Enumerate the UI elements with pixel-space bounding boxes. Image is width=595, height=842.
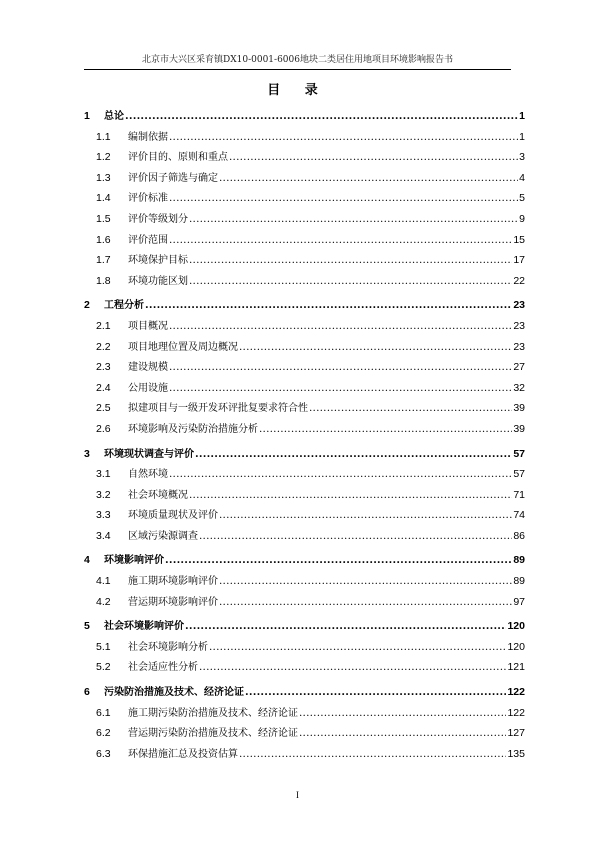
toc-entry-number: 1.5 — [96, 212, 111, 225]
toc-dot-leader — [245, 682, 506, 702]
toc-entry-page: 23 — [513, 299, 525, 312]
toc-section-entry[interactable] — [84, 419, 525, 440]
toc-entry-label: 施工期环境影响评价 — [128, 576, 218, 588]
toc-entry-number: 1.1 — [96, 130, 111, 143]
toc-section-entry[interactable] — [84, 592, 525, 613]
toc-dot-leader — [239, 337, 512, 357]
toc-entry-page: 122 — [507, 706, 525, 719]
toc-entry-number: 6.3 — [96, 747, 111, 760]
toc-section-entry[interactable] — [84, 209, 525, 230]
toc-dot-leader — [219, 592, 512, 612]
toc-entry-number: 1.6 — [96, 233, 111, 246]
toc-entry-number: 3.2 — [96, 488, 111, 501]
toc-dot-leader — [189, 485, 512, 505]
toc-section-entry[interactable] — [84, 526, 525, 547]
toc-entry-page: 17 — [513, 254, 525, 267]
toc-dot-leader — [199, 526, 512, 546]
toc-section-entry[interactable] — [84, 398, 525, 419]
running-header: 北京市大兴区采育镇DX10-0001-6006地块二类居住用地项目环境影响报告书 — [84, 52, 511, 70]
toc-entry-page: 4 — [519, 171, 525, 184]
toc-entry-number: 1.2 — [96, 151, 111, 164]
toc-section-entry[interactable] — [84, 703, 525, 724]
toc-entry-label: 环保措施汇总及投资估算 — [128, 748, 238, 760]
toc-section-entry[interactable] — [84, 337, 525, 358]
toc-section-entry[interactable] — [84, 723, 525, 744]
toc-dot-leader — [185, 616, 506, 636]
toc-chapter-entry[interactable] — [84, 616, 525, 637]
toc-entry-label: 污染防治措施及技术、经济论证 — [104, 687, 244, 699]
toc-entry-label: 环境影响评价 — [104, 555, 164, 567]
toc-entry-label: 评价等级划分 — [128, 213, 188, 225]
toc-entry-page: 1 — [519, 110, 525, 122]
toc-entry-label: 社会环境影响分析 — [128, 641, 208, 653]
toc-entry-number: 2.3 — [96, 361, 111, 374]
toc-section-entry[interactable] — [84, 378, 525, 399]
toc-title: 目 录 — [267, 83, 328, 98]
toc-section-entry[interactable] — [84, 271, 525, 292]
toc-dot-leader — [239, 744, 506, 764]
toc-dot-leader — [165, 550, 512, 570]
toc-dot-leader — [219, 571, 512, 591]
toc-entry-page: 32 — [513, 381, 525, 394]
toc-entry-number: 6.1 — [96, 706, 111, 719]
toc-entry-number: 1.3 — [96, 171, 111, 184]
toc-entry-page: 120 — [507, 640, 525, 653]
toc-section-entry[interactable] — [84, 250, 525, 271]
toc-section-entry[interactable] — [84, 188, 525, 209]
toc-entry-number: 2.5 — [96, 402, 111, 415]
toc-entry-number: 4.2 — [96, 595, 111, 608]
toc-section-entry[interactable] — [84, 505, 525, 526]
toc-entry-page: 86 — [513, 529, 525, 542]
toc-entry-label: 营运期污染防治措施及技术、经济论证 — [128, 728, 298, 740]
toc-section-entry[interactable] — [84, 168, 525, 189]
toc-entry-page: 3 — [519, 151, 525, 164]
toc-section-entry[interactable] — [84, 230, 525, 251]
toc-dot-leader — [169, 188, 518, 208]
toc-entry-page: 127 — [507, 727, 525, 740]
toc-entry-number: 4 — [84, 554, 90, 567]
toc-entry-number: 6.2 — [96, 727, 111, 740]
toc-dot-leader — [189, 209, 518, 229]
page-number: I — [296, 790, 299, 800]
toc-entry-number: 1.7 — [96, 254, 111, 267]
toc-entry-number: 1.4 — [96, 192, 111, 205]
toc-entry-number: 6 — [84, 686, 90, 699]
toc-section-entry[interactable] — [84, 147, 525, 168]
toc-entry-page: 57 — [513, 447, 525, 460]
toc-entry-page: 1 — [519, 130, 525, 143]
toc-entry-label: 编制依据 — [128, 131, 168, 143]
toc-entry-label: 环境影响及污染防治措施分析 — [128, 423, 258, 435]
toc-chapter-entry[interactable] — [84, 106, 525, 127]
toc-dot-leader — [125, 106, 518, 126]
toc-entry-page: 23 — [513, 319, 525, 332]
toc-entry-page: 27 — [513, 361, 525, 374]
toc-dot-leader — [229, 147, 518, 167]
toc-entry-label: 拟建项目与一级开发环评批复要求符合性 — [128, 403, 308, 415]
toc-dot-leader — [169, 230, 512, 250]
toc-entry-page: 121 — [507, 661, 525, 674]
toc-entry-page: 39 — [513, 402, 525, 415]
toc-chapter-entry[interactable] — [84, 295, 525, 316]
toc-section-entry[interactable] — [84, 357, 525, 378]
toc-entry-page: 74 — [513, 509, 525, 522]
toc-dot-leader — [195, 444, 512, 464]
toc-entry-page: 22 — [513, 274, 525, 287]
toc-section-entry[interactable] — [84, 744, 525, 765]
toc-entry-number: 1.8 — [96, 274, 111, 287]
toc-dot-leader — [219, 168, 518, 188]
toc-dot-leader — [209, 637, 506, 657]
toc-entry-page: 15 — [513, 233, 525, 246]
toc-entry-number: 5 — [84, 620, 90, 633]
toc-entry-page: 57 — [513, 468, 525, 481]
toc-entry-label: 总论 — [104, 111, 124, 122]
toc-entry-label: 环境质量现状及评价 — [128, 510, 218, 522]
toc-dot-leader — [145, 295, 512, 315]
toc-entry-label: 环境功能区划 — [128, 275, 188, 287]
toc-entry-number: 3 — [84, 447, 90, 460]
toc-dot-leader — [199, 657, 506, 677]
toc-dot-leader — [169, 464, 512, 484]
toc-entry-label: 社会适应性分析 — [128, 662, 198, 674]
toc-entry-number: 2.1 — [96, 319, 111, 332]
toc-entry-label: 营运期环境影响评价 — [128, 596, 218, 608]
toc-dot-leader — [259, 419, 512, 439]
toc-entry-label: 项目概况 — [128, 320, 168, 332]
toc-entry-page: 97 — [513, 595, 525, 608]
toc-dot-leader — [189, 250, 512, 270]
toc-dot-leader — [299, 703, 506, 723]
toc-entry-label: 评价范围 — [128, 234, 168, 246]
toc-entry-label: 项目地理位置及周边概况 — [128, 341, 238, 353]
toc-section-entry[interactable] — [84, 571, 525, 592]
toc-entry-page: 9 — [519, 212, 525, 225]
toc-entry-number: 3.1 — [96, 468, 111, 481]
toc-dot-leader — [309, 398, 512, 418]
toc-entry-label: 环境保护目标 — [128, 255, 188, 267]
toc-dot-leader — [299, 723, 506, 743]
toc-dot-leader — [219, 505, 512, 525]
toc-section-entry[interactable] — [84, 127, 525, 148]
toc-entry-label: 评价标准 — [128, 193, 168, 205]
toc-dot-leader — [169, 357, 512, 377]
toc-entry-number: 4.1 — [96, 575, 111, 588]
toc-section-entry[interactable] — [84, 657, 525, 678]
toc-entry-label: 社会环境概况 — [128, 489, 188, 501]
toc-entry-label: 社会环境影响评价 — [104, 621, 184, 633]
toc-entry-number: 3.4 — [96, 529, 111, 542]
toc-entry-page: 89 — [513, 554, 525, 567]
toc-entry-number: 2 — [84, 299, 90, 312]
toc-entry-label: 环境现状调查与评价 — [104, 448, 194, 460]
toc-entry-page: 5 — [519, 192, 525, 205]
toc-chapter-entry[interactable] — [84, 444, 525, 465]
toc-entry-page: 89 — [513, 575, 525, 588]
toc-entry-page: 135 — [507, 747, 525, 760]
toc-chapter-entry[interactable] — [84, 682, 525, 703]
table-of-contents — [84, 102, 525, 764]
toc-entry-page: 120 — [507, 620, 525, 633]
toc-entry-page: 122 — [507, 686, 525, 699]
toc-section-entry[interactable] — [84, 485, 525, 506]
toc-section-entry[interactable] — [84, 316, 525, 337]
toc-entry-number: 3.3 — [96, 509, 111, 522]
toc-entry-label: 施工期污染防治措施及技术、经济论证 — [128, 707, 298, 719]
toc-chapter-entry[interactable] — [84, 550, 525, 571]
toc-entry-label: 评价目的、原则和重点 — [128, 152, 228, 164]
toc-entry-number: 5.1 — [96, 640, 111, 653]
toc-entry-number: 2.6 — [96, 422, 111, 435]
toc-entry-number: 2.4 — [96, 381, 111, 394]
toc-entry-page: 71 — [513, 488, 525, 501]
toc-dot-leader — [189, 271, 512, 291]
toc-dot-leader — [169, 378, 512, 398]
toc-entry-label: 公用设施 — [128, 382, 168, 394]
toc-entry-page: 23 — [513, 340, 525, 353]
toc-entry-label: 区域污染源调查 — [128, 530, 198, 542]
toc-dot-leader — [169, 127, 518, 147]
toc-entry-label: 工程分析 — [104, 300, 144, 312]
toc-entry-label: 建设规模 — [128, 362, 168, 374]
toc-entry-page: 39 — [513, 422, 525, 435]
toc-section-entry[interactable] — [84, 637, 525, 658]
toc-dot-leader — [169, 316, 512, 336]
toc-entry-number: 5.2 — [96, 661, 111, 674]
toc-entry-number: 1 — [84, 110, 90, 122]
toc-entry-number: 2.2 — [96, 340, 111, 353]
toc-section-entry[interactable] — [84, 464, 525, 485]
toc-entry-label: 自然环境 — [128, 469, 168, 481]
toc-entry-label: 评价因子筛选与确定 — [128, 172, 218, 184]
